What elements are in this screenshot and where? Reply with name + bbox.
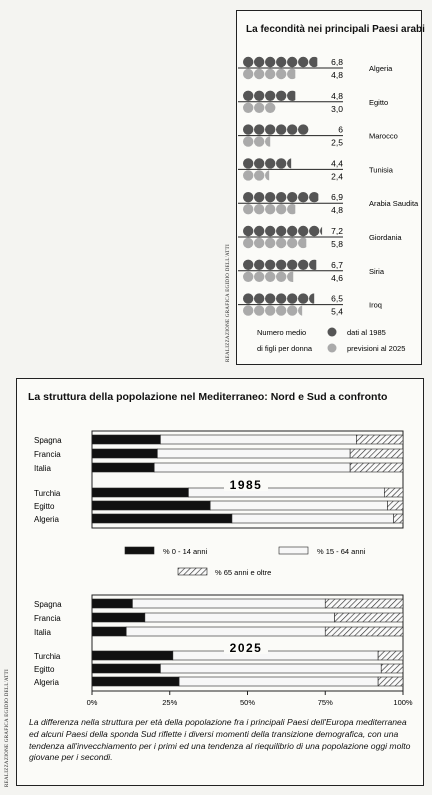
value-label-1985: 6,9 [331, 192, 343, 203]
country-label: Arabia Saudita [369, 199, 419, 209]
fertility-dot-1985 [287, 192, 297, 202]
fertility-dot-2025 [276, 305, 286, 315]
x-tick-label: 50% [239, 698, 256, 707]
fertility-dot-partial-2025 [265, 136, 275, 146]
fertility-dot-1985 [287, 260, 297, 270]
country-label: Algeria [34, 678, 59, 687]
fertility-dot-1985 [287, 293, 297, 303]
bar-segment-0-14 [92, 677, 179, 686]
country-label: Siria [369, 266, 385, 276]
fertility-dot-2025 [254, 238, 264, 248]
country-label: Algeria [34, 515, 59, 524]
fertility-dot-1985 [243, 57, 253, 67]
legend-label-2025: previsioni al 2025 [347, 344, 406, 353]
bar-segment-15-64 [160, 435, 356, 444]
country-label: Spagna [34, 600, 62, 609]
fertility-dot-1985 [243, 226, 253, 236]
fertility-dot-partial-1985 [287, 91, 297, 101]
x-tick-label: 100% [393, 698, 413, 707]
fertility-dot-1985 [298, 293, 308, 303]
fertility-dot-1985 [254, 158, 264, 168]
fertility-dot-1985 [265, 91, 275, 101]
country-label: Spagna [34, 436, 62, 445]
fertility-chart [237, 11, 423, 366]
fertility-dot-2025 [243, 170, 253, 180]
bar-segment-65-plus [387, 501, 403, 510]
fertility-dot-1985 [254, 91, 264, 101]
value-label-1985: 7,2 [331, 226, 343, 236]
fertility-dot-1985 [265, 226, 275, 236]
fertility-dot-1985 [254, 57, 264, 67]
fertility-dot-2025 [276, 238, 286, 248]
bar-segment-15-64 [145, 613, 335, 622]
fertility-dot-1985 [276, 124, 286, 134]
fertility-dot-2025 [254, 305, 264, 315]
value-label-2025: 4,8 [331, 205, 343, 216]
fertility-dot-partial-1985 [309, 192, 319, 202]
bar-segment-65-plus [356, 435, 403, 444]
bar-segment-0-14 [92, 627, 126, 636]
fertility-dot-partial-2025 [265, 170, 275, 180]
bar-segment-15-64 [173, 651, 378, 660]
value-label-2025: 4,8 [331, 70, 343, 80]
fertility-dot-1985 [298, 57, 308, 67]
bar-segment-15-64 [160, 664, 381, 673]
fertility-dot-1985 [276, 192, 286, 202]
year-label-2025: 2025 [229, 641, 263, 655]
fertility-dot-1985 [265, 124, 275, 134]
bar-segment-0-14 [92, 664, 160, 673]
legend-label-15-64: % 15 - 64 anni [317, 547, 366, 556]
graphics-credit-bottom: REALIZZAZIONE GRAFICA EGIDIO DELL'ATTI [5, 669, 10, 787]
fertility-dot-1985 [265, 158, 275, 168]
legend-measure-line2: di figli per donna [257, 344, 313, 353]
value-label-2025: 2,5 [331, 137, 343, 148]
legend-label-1985: dati al 1985 [347, 328, 386, 337]
bar-segment-65-plus [384, 488, 403, 497]
fertility-dot-2025 [265, 103, 275, 113]
fertility-dot-2025 [287, 305, 297, 315]
fertility-dot-2025 [265, 305, 275, 315]
legend-swatch-15-64 [279, 547, 308, 554]
bar-segment-15-64 [126, 627, 325, 636]
value-label-2025: 3,0 [331, 103, 343, 114]
fertility-dot-partial-2025 [287, 272, 297, 282]
x-tick-label: 0% [86, 698, 98, 707]
fertility-dot-1985 [276, 158, 286, 168]
country-label: Egitto [34, 502, 55, 511]
country-label: Italia [34, 628, 51, 637]
fertility-dot-1985 [254, 124, 264, 134]
fertility-dot-1985 [265, 260, 275, 270]
bar-segment-15-64 [232, 514, 394, 523]
fertility-dot-2025 [243, 305, 253, 315]
fertility-dot-2025 [243, 272, 253, 282]
fertility-dot-1985 [265, 293, 275, 303]
legend-label-65-plus: % 65 anni e oltre [215, 568, 272, 577]
country-label: Algeria [369, 64, 393, 73]
country-label: Italia [34, 464, 51, 473]
fertility-dot-1985 [243, 124, 253, 134]
bar-segment-0-14 [92, 435, 160, 444]
country-label: Giordania [369, 233, 402, 242]
fertility-dot-2025 [243, 103, 253, 113]
fertility-dot-2025 [265, 238, 275, 248]
value-label-1985: 6,5 [331, 293, 343, 304]
x-tick-label: 75% [317, 698, 333, 707]
graphics-credit-top: REALIZZAZIONE GRAFICA EGIDIO DELL'ATTI [226, 244, 231, 362]
bar-segment-0-14 [92, 514, 232, 523]
fertility-dot-2025 [287, 238, 297, 248]
value-label-2025: 5,4 [331, 306, 343, 317]
bar-segment-0-14 [92, 599, 132, 608]
fertility-dot-partial-2025 [298, 238, 308, 248]
fertility-dot-2025 [243, 204, 253, 214]
fertility-dot-1985 [243, 260, 253, 270]
year-label-1985: 1985 [229, 478, 263, 492]
bar-segment-15-64 [210, 501, 387, 510]
bar-segment-0-14 [92, 651, 173, 660]
fertility-dot-2025 [276, 69, 286, 79]
legend-dot-2025 [328, 344, 337, 353]
bar-segment-65-plus [381, 664, 403, 673]
fertility-dot-2025 [254, 272, 264, 282]
fertility-dot-partial-1985 [309, 57, 319, 67]
bar-segment-65-plus [350, 449, 403, 458]
fertility-dot-partial-1985 [309, 260, 319, 270]
fertility-dot-2025 [276, 204, 286, 214]
fertility-dot-2025 [254, 69, 264, 79]
bar-segment-15-64 [179, 677, 378, 686]
fertility-dot-2025 [254, 103, 264, 113]
fertility-dot-partial-2025 [287, 69, 297, 79]
fertility-dot-1985 [287, 226, 297, 236]
country-label: Francia [34, 450, 61, 459]
country-label: Tunisia [369, 165, 393, 175]
fertility-dot-1985 [276, 293, 286, 303]
value-label-2025: 5,8 [331, 239, 343, 249]
legend-swatch-65-plus [178, 568, 207, 575]
country-label: Marocco [369, 131, 398, 141]
fertility-dot-2025 [265, 272, 275, 282]
bar-segment-15-64 [132, 599, 325, 608]
country-label: Turchia [34, 652, 61, 661]
fertility-dot-partial-2025 [298, 305, 308, 315]
fertility-dot-1985 [254, 192, 264, 202]
fertility-dot-2025 [254, 136, 264, 146]
value-label-1985: 6,8 [331, 57, 343, 67]
bar-segment-0-14 [92, 488, 188, 497]
fertility-dot-partial-1985 [287, 158, 297, 168]
bar-segment-65-plus [378, 651, 403, 660]
bar-segment-65-plus [325, 599, 403, 608]
fertility-dot-1985 [276, 91, 286, 101]
fertility-dot-1985 [298, 260, 308, 270]
fertility-dot-1985 [243, 91, 253, 101]
fertility-dot-1985 [243, 293, 253, 303]
value-label-1985: 4,8 [331, 90, 343, 101]
fertility-dot-1985 [298, 124, 308, 134]
fertility-dot-2025 [254, 170, 264, 180]
fertility-dot-1985 [243, 192, 253, 202]
fertility-dot-1985 [309, 226, 319, 236]
fertility-dot-1985 [243, 158, 253, 168]
bar-segment-65-plus [335, 613, 403, 622]
fertility-dot-2025 [243, 136, 253, 146]
bar-segment-65-plus [394, 514, 403, 523]
fertility-dot-1985 [276, 260, 286, 270]
legend-label-0-14: % 0 - 14 anni [163, 547, 208, 556]
value-label-2025: 2,4 [331, 171, 343, 182]
bar-segment-65-plus [350, 463, 403, 472]
fertility-dot-1985 [254, 226, 264, 236]
fertility-dot-1985 [287, 57, 297, 67]
fertility-dot-1985 [276, 57, 286, 67]
population-chart-title: La struttura della popolazione nel Mediterraneo: Nord e Sud a confronto [28, 391, 388, 403]
fertility-panel [236, 10, 425, 365]
bar-segment-65-plus [325, 627, 403, 636]
bar-segment-15-64 [154, 463, 350, 472]
fertility-chart-title: La fecondità nei principali Paesi arabi [246, 24, 425, 35]
fertility-dot-1985 [254, 260, 264, 270]
fertility-dot-2025 [254, 204, 264, 214]
bar-segment-15-64 [188, 488, 384, 497]
legend-swatch-0-14 [125, 547, 154, 554]
population-structure-panel [16, 378, 424, 786]
bar-segment-0-14 [92, 449, 157, 458]
value-label-1985: 4,4 [331, 158, 343, 169]
value-label-1985: 6 [338, 124, 343, 135]
x-tick-label: 25% [162, 698, 178, 707]
legend-measure-line1: Numero medio [257, 328, 307, 337]
fertility-dot-1985 [265, 57, 275, 67]
legend-dot-1985 [328, 328, 337, 337]
country-label: Francia [34, 614, 61, 623]
fertility-dot-2025 [276, 272, 286, 282]
bar-segment-65-plus [378, 677, 403, 686]
fertility-dot-1985 [298, 226, 308, 236]
fertility-dot-partial-1985 [309, 293, 319, 303]
bar-segment-0-14 [92, 613, 145, 622]
bar-segment-15-64 [157, 449, 350, 458]
fertility-dot-2025 [265, 69, 275, 79]
chart-caption: La differenza nella struttura per età della popolazione fra i principali Paesi dell'Europa mediterranea ed alcuni Paesi della sponda Sud riflette i diversi momenti della transizione demografica, con una tendenza all'invecchiamento per i primi ed una tendenza al riequilibrio di una popolazione oggi molto giovane per i secondi. [29, 717, 411, 763]
country-label: Turchia [34, 489, 61, 498]
country-label: Egitto [34, 665, 55, 674]
bar-segment-0-14 [92, 501, 210, 510]
fertility-dot-2025 [265, 204, 275, 214]
fertility-dot-partial-2025 [287, 204, 297, 214]
country-label: Egitto [369, 97, 389, 107]
bar-segment-0-14 [92, 463, 154, 472]
fertility-dot-1985 [276, 226, 286, 236]
country-label: Iroq [369, 300, 382, 310]
value-label-1985: 6,7 [331, 259, 343, 270]
fertility-dot-1985 [254, 293, 264, 303]
fertility-dot-2025 [243, 69, 253, 79]
fertility-dot-partial-1985 [320, 226, 330, 236]
fertility-dot-1985 [265, 192, 275, 202]
fertility-dot-1985 [287, 124, 297, 134]
value-label-2025: 4,6 [331, 272, 343, 283]
fertility-dot-2025 [243, 238, 253, 248]
fertility-dot-1985 [298, 192, 308, 202]
